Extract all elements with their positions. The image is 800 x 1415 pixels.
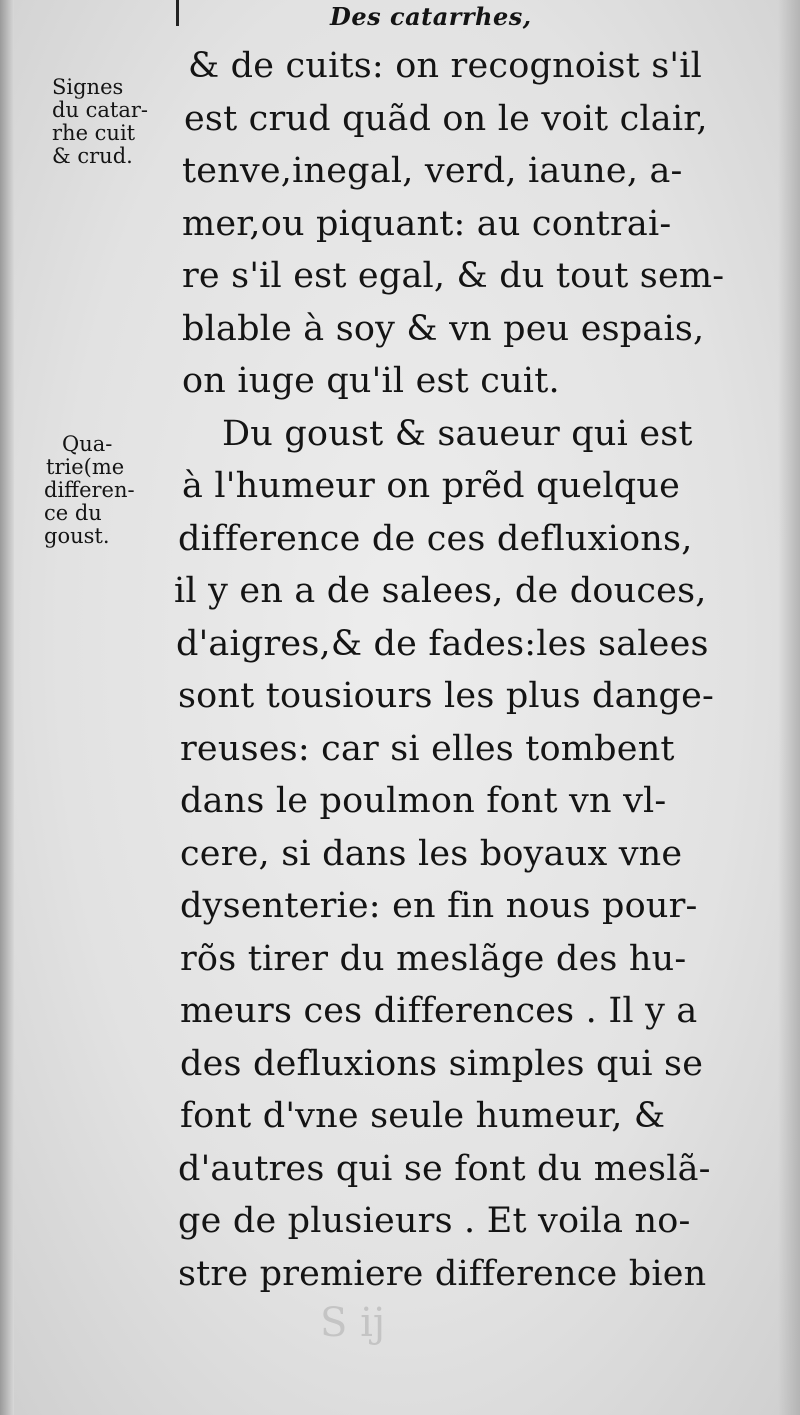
- margin-note-difference: [44, 433, 135, 548]
- page-edge-shadow: [778, 0, 800, 1415]
- body-line: dans le poulmon font vn vl-: [180, 781, 667, 821]
- margin-note-line: Qua-: [62, 432, 113, 456]
- body-text: [174, 40, 774, 1300]
- body-line: mer,ou piquant: au contrai-: [182, 203, 672, 244]
- signature-mark: S ij: [320, 1300, 386, 1346]
- body-line: font d'vne seule humeur, &: [180, 1096, 666, 1136]
- body-line: d'autres qui se font du meslã-: [178, 1148, 711, 1189]
- margin-note-line: differen-: [44, 478, 135, 502]
- running-title: Des catarrhes,: [330, 2, 532, 31]
- body-line: sont tousiours les plus dange-: [178, 676, 715, 716]
- margin-note-line: goust.: [44, 524, 110, 548]
- body-line: d'aigres,& de fades:les salees: [176, 623, 709, 664]
- body-line: des defluxions simples qui se: [180, 1043, 704, 1084]
- body-line: stre premiere difference bien: [178, 1253, 707, 1294]
- margin-note-line: rhe cuit: [52, 121, 136, 145]
- page-gutter-shadow: [0, 0, 14, 1415]
- body-line: blable à soy & vn peu espais,: [182, 308, 705, 349]
- body-line: il y en a de salees, de douces,: [174, 571, 707, 611]
- body-line: à l'humeur on prẽd quelque: [182, 466, 681, 506]
- body-line: meurs ces differences . Il y a: [180, 991, 698, 1031]
- margin-note-line: ce du: [44, 501, 102, 525]
- body-line: reuses: car si elles tombent: [180, 728, 675, 769]
- body-line: dysenterie: en fin nous pour-: [180, 886, 698, 926]
- body-line: on iuge qu'il est cuit.: [182, 361, 560, 401]
- body-line: ge de plusieurs . Et voila no-: [178, 1201, 691, 1241]
- body-line: cere, si dans les boyaux vne: [180, 833, 683, 874]
- body-line: difference de ces defluxions,: [178, 518, 693, 559]
- body-line: & de cuits: on recognoist s'il: [188, 46, 702, 86]
- body-line: rõs tirer du meslãge des hu-: [180, 938, 687, 979]
- margin-note-signes: [52, 76, 148, 168]
- body-line: Du goust & saueur qui est: [222, 413, 693, 454]
- body-line: re s'il est egal, & du tout sem-: [182, 256, 725, 296]
- body-line: est crud quãd on le voit clair,: [184, 98, 708, 139]
- rule-mark: [176, 0, 179, 26]
- margin-note-line: & crud.: [52, 144, 133, 168]
- margin-note-line: du catar-: [52, 98, 149, 122]
- margin-note-line: trie(me: [46, 455, 125, 479]
- body-line: tenve,inegal, verd, iaune, a-: [182, 151, 683, 191]
- margin-note-line: Signes: [52, 75, 124, 99]
